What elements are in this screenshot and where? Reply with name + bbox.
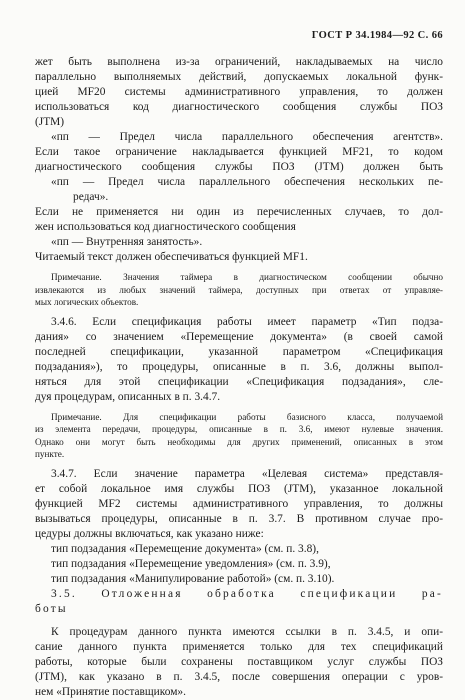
- note-line: Примечание. Значения таймера в диагностическом сообщении обычно: [51, 272, 443, 282]
- note-line: пункте.: [35, 449, 65, 459]
- text-line: сание данного пункта применяется только для тех спецификаций: [35, 640, 443, 653]
- note-line: мых логических объектов.: [35, 297, 139, 307]
- text-line: жет быть выполнена из-за ограничений, накладываемых на число: [35, 56, 443, 68]
- text-line: няться для этой спецификации «Спецификация подзадания», сле-: [35, 375, 443, 388]
- text-line: параллельно выполняемых действий, допускаемых локальной функ-: [35, 71, 443, 83]
- text-line: «пп — Предел числа параллельного обеспечения нескольких пе-: [51, 176, 443, 188]
- spacer: [35, 617, 443, 625]
- text-line: тип подзадания «Перемещение уведомления» (см. п. 3.9),: [51, 557, 331, 570]
- page-header: ГОСТ Р 34.1984—92 С. 66: [311, 30, 443, 41]
- text-line: (JTM): [35, 116, 65, 128]
- text-line: редач».: [73, 191, 109, 203]
- text-line: нем «Принятие поставщиком».: [35, 685, 186, 698]
- text-line: последней спецификации, указанной параметром «Спецификация: [35, 345, 443, 358]
- text-line: дания» со значением «Перемещение документа» (в своей самой: [35, 330, 443, 343]
- note-line: извлекаются из любых значений таймера, доступных при ответах от управляе-: [35, 284, 443, 295]
- text-line: цедуры должны включаться, как указано ниже:: [35, 527, 264, 540]
- text-line: функцией MF2 системы административного управления, то должны: [35, 497, 443, 510]
- note-line: Примечание. Для спецификации работы базисного класса, получаемой: [51, 411, 443, 422]
- text-line: 3.4.7. Если значение параметра «Целевая система» представля-: [51, 467, 443, 480]
- text-line: цией MF20 системы административного управления, то должен: [35, 86, 443, 98]
- text-line: работы, которые были сохранены поставщиком услуг службы ПОЗ: [35, 655, 443, 668]
- text-line: Читаемый текст должен обеспечиваться функцией MF1.: [35, 251, 308, 263]
- text-line: «пп — Внутренняя занятость».: [51, 236, 203, 248]
- text-line: Если не применяется ни один из перечисленных случаев, то дол-: [35, 206, 443, 218]
- text-line: 3.5. Отложенная обработка спецификации ра-: [51, 587, 443, 600]
- note-line: из элемента передачи, процедуры, описанные в п. 3.6, имеют нулевые значения.: [35, 424, 443, 434]
- text-line: подзадания»), то процедуры, описанные в п. 3.6, должны выпол-: [35, 360, 443, 373]
- text-line: жен использоваться код диагностического сообщения: [35, 221, 296, 233]
- text-line: дуя процедурам, описанных в п. 3.4.7.: [35, 390, 221, 403]
- text-line: использоваться код диагностического сообщения службы ПОЗ: [35, 101, 443, 113]
- text-line: тип подзадания «Манипулирование работой» (см. п. 3.10).: [51, 572, 335, 585]
- text-line: Если такое ограничение накладывается функцией MF21, то кодом: [35, 146, 443, 158]
- text-line: ет собой локальное имя службы ПОЗ (JTM), указанное локальной: [35, 482, 443, 495]
- text-line: 3.4.6. Если спецификация работы имеет параметр «Тип подза-: [51, 315, 443, 328]
- text-line: «пп — Предел числа параллельного обеспечения агентств».: [51, 131, 443, 143]
- text-line: диагностического сообщения службы ПОЗ (JTM) должен быть: [35, 161, 443, 173]
- text-line: (JTM), как указано в п. 3.4.5, после совершения операции с уров-: [35, 670, 443, 683]
- text-line: тип подзадания «Перемещение документа» (см. п. 3.8),: [51, 542, 319, 555]
- document-body: [35, 55, 443, 700]
- text-line: вызываться процедуры, описанные в п. 3.7. В противном случае про-: [35, 512, 443, 525]
- text-line: К процедурам данного пункта имеются ссылки в п. 3.4.5, и опи-: [51, 625, 443, 638]
- note-line: Однако они могут быть необходимы для других применений, описанных в этом: [35, 436, 443, 447]
- text-line: боты: [35, 602, 68, 615]
